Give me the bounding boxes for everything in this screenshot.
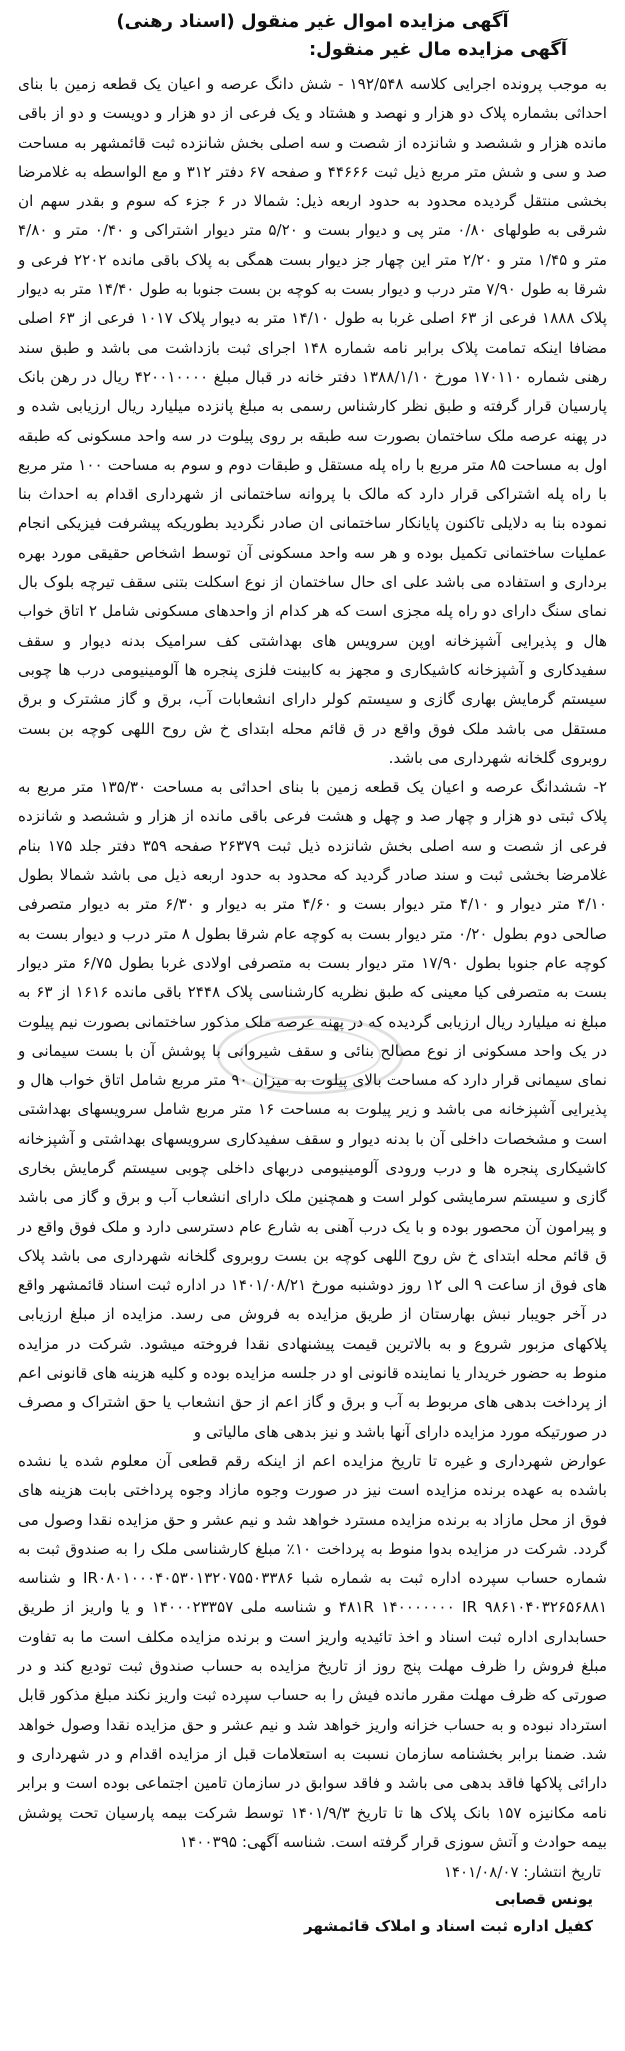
notice-paragraph-3: عوارض شهرداری و غیره تا تاریخ مزایده اعم از اینکه رقم قطعی آن معلوم شده یا نشده باشده به عهده برنده مزایده است نیز در صورت وجوه مازاد وجوه پرداختی بابت هزینه های فوق از محل مازاد به برنده مزایده مسترد خواهد شد و نیم عشر و حق مزایده نقدا وصول می گردد. شرکت در مزایده بدوا منوط به پرداخت ۱۰٪ مبلغ کارشناسی ملک را به صندوق ثبت به شماره حساب سپرده اداره ثبت به شماره شبا IR۰۸۰۱۰۰۰۴۰۵۳۰۱۳۲۰۷۵۵۰۳۳۸۶ و شناسه ۴۸۱R ۱۴۰۰۰۰۰۰۰ IR ۹۸۶۱۰۴۰۳۲۶۵۶۸۸۱ و شناسه ملی ۱۴۰۰۰۲۳۳۵۷ و یا واریز از طریق حسابداری اداره ثبت اسناد و اخذ تائیدیه واریز است و برنده مزایده مکلف است ما به تفاوت مبلغ فروش را ظرف مهلت پنج روز از تاریخ مزایده به حساب صندوق ثبت تودیع کند و در صورتی که ظرف مهلت مقرر مانده فیش را به حساب سپرده ثبت واریز نکند مبلغ مذکور قابل استرداد نبوده و به حساب خزانه واریز خواهد شد و نیم عشر و حق مزایده نقدا وصول خواهد شد. ضمنا برابر بخشنامه سازمان نسبت به استعلامات قبل از مزایده اقدام و در شهرداری و دارائی پلاکها فاقد بدهی می باشد و فاقد سوابق در سازمان تامین اجتماعی بوده است و برابر نامه مکانیزه ۱۵۷ بانک پلاک ها تا تاریخ ۱۴۰۱/۹/۳ توسط شرکت بیمه پارسیان تحت پوشش بیمه حوادث و آتش سوزی قرار گرفته است. شناسه آگهی: ۱۴۰۰۳۹۵ (18, 1451, 608, 1851)
signer-name: یونس قصابی (494, 1890, 593, 1909)
notice-subtitle: آگهی مزایده مال غیر منقول: (308, 39, 567, 60)
notice-footer (18, 1859, 607, 1940)
signer-title: کفیل اداره ثبت اسناد و املاک قائمشهر (304, 1917, 593, 1936)
notice-paragraph-1: به موجب پرونده اجرایی کلاسه ۱۹۲/۵۴۸ - شش دانگ عرصه و اعیان یک قطعه زمین با بنای احداثی بشماره پلاک دو هزار و نهصد و هشتاد و یک فرعی از دو هزار و دویست و دو از باقی مانده هزار و ششصد و شانزده از شصت و سه اصلی بخش شانزده ثبت قائمشهر به مساحت صد و سی و شش متر مربع ذیل ثبت ۴۴۶۶۶ و صفحه ۶۷ دفتر ۳۱۲ و مع الواسطه به غلامرضا بخشی منتقل گردیده محدود به حدود اربعه ذیل: شمالا در ۶ جزء که سوم و بقدر سهم ان شرقی به طولهای ۰/۸۰ متر پی و دیوار بست و ۵/۲۰ متر دیوار اشتراکی و ۰/۴۰ متر و ۴/۸۰ متر و ۱/۴۵ متر و ۲/۲۰ متر این چهار جز دیوار بست همگی به پلاک باقی مانده ۲۲۰۲ فرعی و شرقا به طول ۷/۹۰ متر درب و دیوار بست به کوچه بن بست جنوبا به طول ۱۴/۴۰ متر به دیوار پلاک ۱۸۸۸ فرعی از ۶۳ اصلی غربا به طول ۱۴/۱۰ متر به دیوار پلاک ۱۰۱۷ فرعی از ۶۳ اصلی مضافا اینکه تمامت پلاک برابر نامه شماره ۱۴۸ اجرای ثبت بازداشت می باشد و طبق سند رهنی شماره ۱۷۰۱۱۰ مورخ ۱۳۸۸/۱/۱۰ دفتر خانه در قبال مبلغ ۴۲۰۰۱۰۰۰۰ ریال در رهن بانک پارسیان قرار گرفته و طبق نظر کارشناس رسمی به مبلغ پانزده میلیارد ریال ارزیابی شده و در پهنه عرصه ملک ساختمان بصورت سه طبقه بر روی پیلوت در سه واحد مسکونی که طبقه اول به مساحت ۸۵ متر مربع با راه پله مستقل و طبقات دوم و سوم به مساحت ۱۰۰ متر مربع با راه پله اشتراکی قرار دارد که مالک با پروانه ساختمانی از شهرداری اقدام به احداث بنا نموده بنا به دلایلی تاکنون پایانکار ساختمانی ان صادر نگردید بطوریکه پیشرفت فیزیکی انجام عملیات ساختمانی تکمیل بوده و هر سه واحد مسکونی آن توسط اشخاص حقیقی مورد بهره برداری و استفاده می باشد علی ای حال ساختمان از نوع اسکلت بتنی سقف تیرچه بلوک بال نمای سنگ دارای دو راه پله مجزی است که هر کدام از واحدهای مسکونی شامل ۲ اتاق خواب هال و پذیرایی آشپزخانه اوپن سرویس های بهداشتی کف سرامیک بدنه دیوار و سقف سفیدکاری و آشپزخانه کاشیکاری و مجهز به کابینت فلزی پنجره ها آلومینیومی درب ها چوبی سیستم گرمایش بهاری گازی و سیستم کولر دارای انشعابات آب، برق و گاز مشترک و برق مستقل می باشد ملک فوق واقع در ق قائم محله ابتدای خ ش روح اللهی کوچه بن بست روبروی گلخانه شهرداری می باشد. (18, 75, 608, 767)
notice-title: آگهی مزایده اموال غیر منقول (اسناد رهنی) (116, 11, 509, 32)
notice-paragraph-2: ۲- ششدانگ عرصه و اعیان یک قطعه زمین با بنای احداثی به مساحت ۱۳۵/۳۰ متر مربع به پلاک ثبتی دو هزار و چهار صد و چهل و هشت فرعی باقی مانده از هزار و ششصد و شانزده فرعی از شصت و سه اصلی بخش شانزده ذیل ثبت ۲۶۳۷۹ صفحه ۳۵۹ دفتر جلد ۱۷۵ بنام غلامرضا بخشی ثبت و سند صادر گردید که محدود به حدود اربعه ذیل می باشد شمالا بطول ۴/۱۰ متر دیوار و ۴/۱۰ متر دیوار بست و ۴/۶۰ متر به دیوار و ۶/۳۰ متر به دیوار متصرفی صالحی دوم بطول ۰/۲۰ متر دیوار بست به کوچه عام شرقا بطول ۸ متر درب و دیوار بست به کوچه عام جنوبا بطول ۱۷/۹۰ متر دیوار بست به متصرفی اولادی غربا بطول ۶/۷۵ متر دیوار بست به متصرفی کیا معینی که طبق نظریه کارشناسی پلاک ۲۴۴۸ باقی مانده ۱۶۱۶ از ۶۳ به مبلغ نه میلیارد ریال ارزیابی گردیده که در پهنه عرصه ملک مذکور ساختمانی بصورت نیم پیلوت در یک واحد مسکونی از نوع مصالح بنائی و سقف شیروانی با پوشش آن با بست سیمانی و نمای سیمانی قرار دارد که مساحت بالای پیلوت به میزان ۹۰ متر مربع شامل اتاق خواب هال و پذیرایی آشپزخانه می باشد و زیر پیلوت به مساحت ۱۶ متر مربع شامل سرویسهای بهداشتی است و مشخصات داخلی آن با بدنه دیوار و سقف سفیدکاری سرویسهای بهداشتی و آشپزخانه کاشیکاری پنجره ها و درب ورودی آلومینیومی دربهای داخلی چوبی سیستم گرمایش بخاری گازی و سیستم سرمایشی کولر است و همچنین ملک دارای انشعاب آب و برق و گاز می باشد و پیرامون آن محصور بوده و با یک درب آهنی به شارع عام دسترسی دارد و ملک فوق واقع در ق قائم محله ابتدای خ ش روح اللهی کوچه بن بست روبروی گلخانه شهرداری می باشد پلاک های فوق از ساعت ۹ الی ۱۲ روز دوشنبه مورخ ۱۴۰۱/۰۸/۲۱ در اداره ثبت اسناد قائمشهر واقع در آخر جویبار نبش بهارستان از طریق مزایده به فروش می رسد. مزایده از مبلغ ارزیابی پلاکهای مزبور شروع و به بالاترین قیمت پیشنهادی نقدا فروخته میشود. شرکت در مزایده منوط به حضور خریدار یا نماینده قانونی او در جلسه مزایده بوده و کلیه هزینه های قانونی اعم از پرداخت بدهی های مربوط به آب و برق و گاز اعم از حق انشعاب یا حق اشتراک و مصرف در صورتیکه مورد مزایده دارای آنها باشد و نیز بدهی های مالیاتی و (18, 778, 608, 1441)
publication-date: تاریخ انتشار: ۱۴۰۱/۰۸/۰۷ (443, 1863, 601, 1882)
